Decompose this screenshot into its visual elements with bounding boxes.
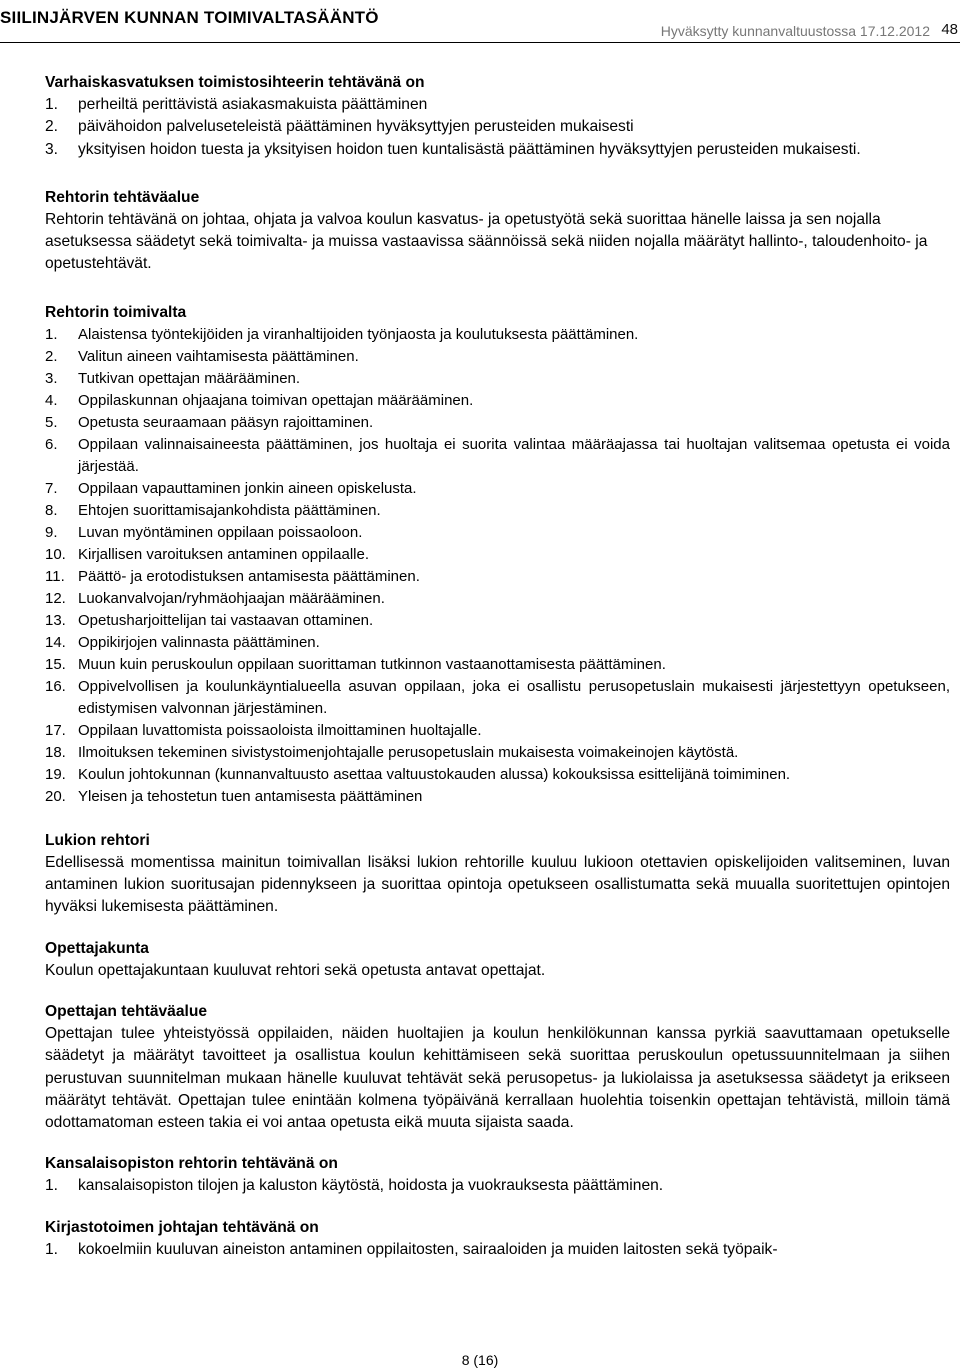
- list-item: [45, 390, 950, 412]
- list-item: [45, 720, 950, 742]
- list-item: [45, 116, 950, 138]
- item-number: 6.: [45, 435, 58, 453]
- item-number: 2.: [45, 118, 59, 136]
- item-number: 20.: [45, 787, 66, 805]
- item-text: Muun kuin peruskoulun oppilaan suorittaman tutkinnon vastaanottamisesta päättäminen.: [78, 655, 666, 673]
- item-number: 14.: [45, 633, 66, 651]
- item-number: 13.: [45, 611, 66, 629]
- list-item: [45, 654, 950, 676]
- item-text: Oppilaan vapauttaminen jonkin aineen opiskelusta.: [78, 479, 417, 497]
- paragraph: Koulun opettajakuntaan kuuluvat rehtori sekä opetusta antavat opettajat.: [45, 961, 546, 979]
- section-heading-rehtorin-toimivalta: Rehtorin toimivalta: [45, 303, 187, 321]
- section-heading-kansalaisopisto: Kansalaisopiston rehtorin tehtävänä on: [45, 1155, 338, 1173]
- list-item: [45, 346, 950, 368]
- item-text: päivähoidon palveluseteleistä päättäminen hyväksyttyjen perusteiden mukaisesti: [78, 118, 634, 136]
- item-number: 18.: [45, 743, 66, 761]
- list-item: [45, 764, 950, 786]
- section-heading-varhaiskasvatus: Varhaiskasvatuksen toimistosihteerin tehtävänä on: [45, 74, 425, 91]
- item-number: 3.: [45, 140, 59, 158]
- item-text: kokoelmiin kuuluvan aineiston antaminen oppilaitosten, sairaaloiden ja muiden laitosten sekä työpaik-: [78, 1240, 778, 1258]
- list-item: [45, 500, 950, 522]
- item-text: Luokanvalvojan/ryhmäohjaajan määrääminen.: [78, 589, 385, 607]
- page-footer-number: 8 (16): [461, 1352, 499, 1368]
- paragraph: Edellisessä momentissa mainitun toimivallan lisäksi lukion rehtorille kuuluu lukioon otettavien opiskelijoiden valitseminen, luvan antaminen lukion suoritusajan pidennykseen ja suorittaa opintoja opetukseen osallistumatta sekä muualla suoritettujen opintojen hyväksi lukemisesta päättäminen.: [45, 854, 950, 916]
- list-item: [45, 676, 950, 720]
- item-number: 1.: [45, 1240, 59, 1258]
- item-number: 1.: [45, 1177, 59, 1195]
- list-item: [45, 368, 950, 390]
- item-number: 10.: [45, 545, 66, 563]
- list-item: [45, 139, 950, 161]
- item-text: Oppilaskunnan ohjaajana toimivan opettajan määrääminen.: [78, 391, 474, 409]
- paragraph: Opettajan tulee yhteistyössä oppilaiden, näiden huoltajien ja koulun henkilökunnan kanssa pyrkiä saavuttamaan opetukselle säädetyt ja määrätyt tavoitteet ja osallistua koulun kehittämiseen sekä suorittaa peruskoulun opetussuunnitelmaan ja siihen perustuvan suunnitelman mukaan hänelle kuuluvat tehtävät sekä perusopetus- ja lukiolaissa ja asetuksessa säädetyt ja erikseen määrätyt tehtävät. Opettajan tulee enintään kolmena työpäivänä kerrallaan huolehtia toisenkin opettajan tehtävistä, milloin tämä odottamatoman esteen takia ei voi antaa opetusta eikä muuta sijaista saada.: [45, 1025, 950, 1132]
- section-heading-lukion-rehtori: Lukion rehtori: [45, 831, 150, 849]
- item-number: 3.: [45, 369, 58, 387]
- item-text: Ilmoituksen tekeminen sivistystoimenjohtajalle perusopetuslain mukaisesta voimakeinojen käytöstä.: [78, 743, 739, 761]
- list-item: [45, 1175, 950, 1197]
- item-text: Yleisen ja tehostetun tuen antamisesta päättäminen: [78, 787, 423, 805]
- item-number: 19.: [45, 765, 66, 783]
- item-text: Valitun aineen vaihtamisesta päättäminen.: [78, 347, 359, 365]
- item-text: Opetusharjoittelijan tai vastaavan ottaminen.: [78, 611, 374, 629]
- item-number: 17.: [45, 721, 66, 739]
- item-number: 16.: [45, 677, 66, 695]
- list-item: [45, 1239, 950, 1261]
- approval-date: Hyväksytty kunnanvaltuustossa 17.12.2012: [660, 23, 930, 39]
- item-text: Luvan myöntäminen oppilaan poissaoloon.: [78, 523, 363, 541]
- header-page-number: 48: [941, 21, 958, 38]
- item-text: Opetusta seuraamaan pääsyn rajoittaminen.: [78, 413, 374, 431]
- item-number: 5.: [45, 413, 58, 431]
- item-number: 11.: [45, 567, 65, 585]
- list-item: [45, 632, 950, 654]
- item-text: Oppikirjojen valinnasta päättäminen.: [78, 633, 320, 651]
- section-heading-opettajakunta: Opettajakunta: [45, 939, 149, 957]
- item-number: 1.: [45, 325, 58, 343]
- item-text: Päättö- ja erotodistuksen antamisesta päättäminen.: [78, 567, 420, 585]
- list-item: [45, 566, 950, 588]
- list-item: [45, 412, 950, 434]
- list-item: [45, 324, 950, 346]
- item-number: 8.: [45, 501, 58, 519]
- list-item: [45, 94, 950, 116]
- item-number: 2.: [45, 347, 58, 365]
- section-heading-rehtorin-tehtavaalue: Rehtorin tehtäväalue: [45, 188, 200, 206]
- list-item: [45, 610, 950, 632]
- toimivalta-list: [45, 324, 950, 808]
- list-item: [45, 786, 950, 808]
- section-heading-kirjastotoimi: Kirjastotoimen johtajan tehtävänä on: [45, 1218, 319, 1236]
- document-body: [45, 72, 950, 1261]
- header-rule: [0, 42, 960, 43]
- item-text: kansalaisopiston tilojen ja kaluston käytöstä, hoidosta ja vuokrauksesta päättäminen.: [78, 1177, 664, 1195]
- item-text: Koulun johtokunnan (kunnanvaltuusto asettaa valtuustokauden alussa) kokouksissa esittelijänä toimiminen.: [78, 765, 791, 783]
- item-text: Oppilaan valinnaisaineesta päättäminen, jos huoltaja ei suorita valintaa määräajassa tai huoltajan valitsemaa opetusta ei voida järjestää.: [78, 435, 950, 475]
- item-number: 1.: [45, 96, 59, 114]
- item-text: Ehtojen suorittamisajankohdista päättäminen.: [78, 501, 381, 519]
- item-number: 15.: [45, 655, 66, 673]
- list-item: [45, 588, 950, 610]
- list-item: [45, 544, 950, 566]
- item-text: Tutkivan opettajan määrääminen.: [78, 369, 301, 387]
- list-item: [45, 742, 950, 764]
- paragraph: Rehtorin tehtävänä on johtaa, ohjata ja valvoa koulun kasvatus- ja opetustyötä sekä suorittaa hänelle laissa ja sen nojalla asetuksessa säädetyt sekä toimivalta- ja muissa vastaavissa säännöissä sekä niiden nojalla määrätyt hallinto-, taloudenhoito- ja opetustehtävät.: [45, 211, 928, 273]
- item-text: perheiltä perittävistä asiakasmakuista päättäminen: [78, 96, 428, 114]
- item-number: 12.: [45, 589, 66, 607]
- page-header: [0, 0, 960, 44]
- list-item: [45, 478, 950, 500]
- list-item: [45, 522, 950, 544]
- item-number: 9.: [45, 523, 58, 541]
- list-item: [45, 434, 950, 478]
- item-number: 4.: [45, 391, 58, 409]
- item-text: Kirjallisen varoituksen antaminen oppilaalle.: [78, 545, 369, 563]
- item-text: Oppilaan luvattomista poissaoloista ilmoittaminen huoltajalle.: [78, 721, 482, 739]
- item-text: yksityisen hoidon tuesta ja yksityisen hoidon tuen kuntalisästä päättäminen hyväksyttyjen perusteiden mukaisesti.: [78, 140, 861, 158]
- document-title: SIILINJÄRVEN KUNNAN TOIMIVALTASÄÄNTÖ: [0, 8, 379, 27]
- item-text: Oppivelvollisen ja koulunkäyntialueella asuvan oppilaan, joka ei osallistu perusopetuslain mukaisesti järjestettyyn opetukseen, edistymisen valvonnan järjestäminen.: [78, 677, 950, 717]
- item-number: 7.: [45, 479, 58, 497]
- item-text: Alaistensa työntekijöiden ja viranhaltijoiden työnjaosta ja koulutuksesta päättäminen.: [78, 325, 639, 343]
- section-heading-opettajan-tehtavaalue: Opettajan tehtäväalue: [45, 1003, 208, 1021]
